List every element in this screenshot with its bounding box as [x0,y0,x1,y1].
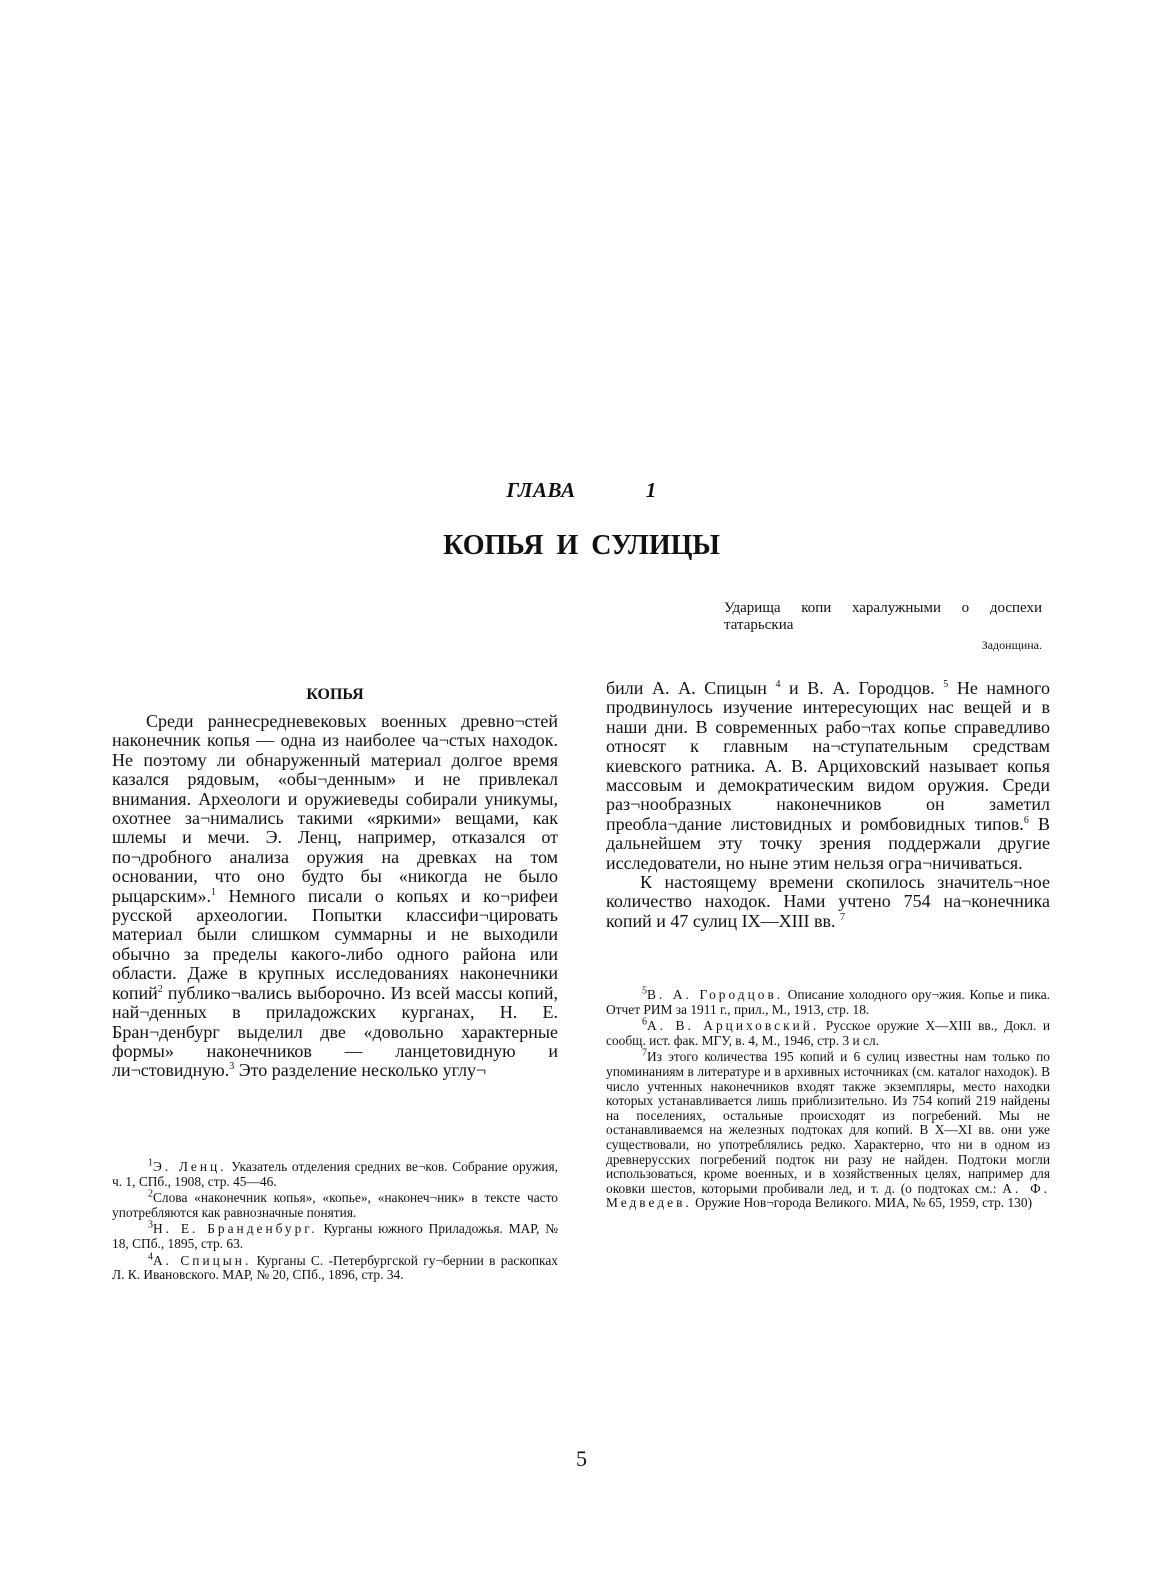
footnotes-left [112,1157,559,1285]
footnote-ref: 3 [229,1061,235,1073]
footnote-7: $^7$Из этого количества 195 копий и 6 сулиц известны нам только по упоминаниям в литературе и в архивных источниках (см. каталог находок). В число учтенных наконечников входят также экземпляры, место находки которых устанавливается лишь приблизительно. Из 754 копий 219 найдены на поселениях, остальные происходят из погребений. Мы не останавливаемся на железных подтоках для копий. В X—XI вв. они уже существовали, но употреблялись редко. Характерно, что ни в одном из древнерусских погребений подток ни разу не найден. Подтоки могли использоваться, кроме военных, и в хозяйственных целях, например для оковки шестов, которыми пробивали лед, и т. д. (о подтоках см.: А. Ф. Медведев. Оружие Нов¬города Великого. МИА, № 65, 1959, стр. 130) [606,1047,1050,1211]
epigraph: Ударища копи харалужными о доспехи татарьскиа [724,600,1042,633]
footnote-2: $^2$Слова «наконечник копья», «копье», «наконеч¬ник» в тексте часто употребляются как равнозначные понятия. [112,1188,558,1220]
epigraph-source: Задонщина. [981,638,1042,652]
footnotes-right [606,985,1050,1213]
footnote-1: $^1$Э. Ленц. Указатель отделения средних ве¬ков. Собрание оружия, ч. 1, СПб., 1908, стр. 45—46. [112,1157,558,1189]
footnote-ref: 2 [157,983,163,995]
chapter-title: КОПЬЯ И СУЛИЦЫ [443,530,720,561]
footnote-3: $^3$Н. Е. Бранденбург. Курганы южного Приладожья. МАР, № 18, СПб., 1895, стр. 63. [112,1219,558,1251]
left-paragraph: Среди раннесредневековых военных древно¬стей наконечник копья — одна из наиболее ча¬стых находок. Не поэтому ли обнаруженный материал долгое время казался рядовым, «обы¬денным» и не привлекал внимания. Археологи и оружиеведы собирали уникумы, охотнее за¬нимались такими «яркими» вещами, как шлемы и мечи. Э. Ленц, например, отказался от по¬дробного анализа оружия на древках на том основании, что оно будто бы «никогда не было рыцарским».$^1$ Немного писали о копьях и ко¬рифеи русской археологии. Попытки классифи¬цировать материал были слишком суммарны и не выходили обычно за пределы какого-либо одного района или области. Даже в крупных исследованиях наконечники копий$^2$ публико¬вались выборочно. Из всей массы копий, най¬денных в приладожских курганах, Н. Е. Бран¬денбург выделил две «довольно характерные формы» наконечников — ланцетовидную и ли¬стовидную.$^3$ Это разделение несколько углу¬ [112,711,558,1081]
chapter-label [0,478,1163,503]
chapter-word: ГЛАВА [506,478,576,502]
footnote-ref: 6 [1023,814,1029,826]
footnote-5: $^5$В. А. Городцов. Описание холодного ору¬жия. Копье и пика. Отчет РИМ за 1911 г., прил., М., 1913, стр. 18. [606,985,1050,1017]
right-column-text [606,679,1050,931]
footnote-ref: 4 [775,679,781,690]
footnote-4: $^4$А. Спицын. Курганы С. -Петербургской гу¬бернии в раскопках Л. К. Ивановского. МАР, № 20, СПб., 1896, стр. 34. [112,1251,559,1283]
section-heading: КОПЬЯ [306,686,364,703]
footnote-ref: 7 [840,911,846,923]
footnote-6: $^6$А. В. Арциховский. Русское оружие X—XIII вв., Докл. и сообщ. ист. фак. МГУ, в. 4, М., 1946, стр. 3 и сл. [606,1016,1050,1048]
footnote-ref: 5 [943,679,949,690]
right-paragraph-1: били А. А. Спицын $^4$ и В. А. Городцов. $^5$ Не намного продвинулось изучение интересующих нас вещей и в наши дни. В современных рабо¬тах копье справедливо относят к главным на¬ступательным средствам киевского ратника. А. В. Арциховский называет копья массовым и демократическим видом оружия. Среди раз¬нообразных наконечников он заметил преобла¬дание листовидных и ромбовидных типов.$^6$ В дальнейшем эту точку зрения поддержали другие исследователи, но ныне этим нельзя огра¬ничиваться. [606,678,1050,873]
footnote-ref: 1 [210,886,216,898]
page-number: 5 [576,1446,587,1471]
right-paragraph-2: К настоящему времени скопилось значитель¬ное количество находок. Нами учтено 754 на¬конечника копий и 47 сулиц IX—XIII вв. $^7$ [606,872,1050,931]
chapter-number: 1 [645,478,657,502]
left-column-text [112,712,558,1081]
